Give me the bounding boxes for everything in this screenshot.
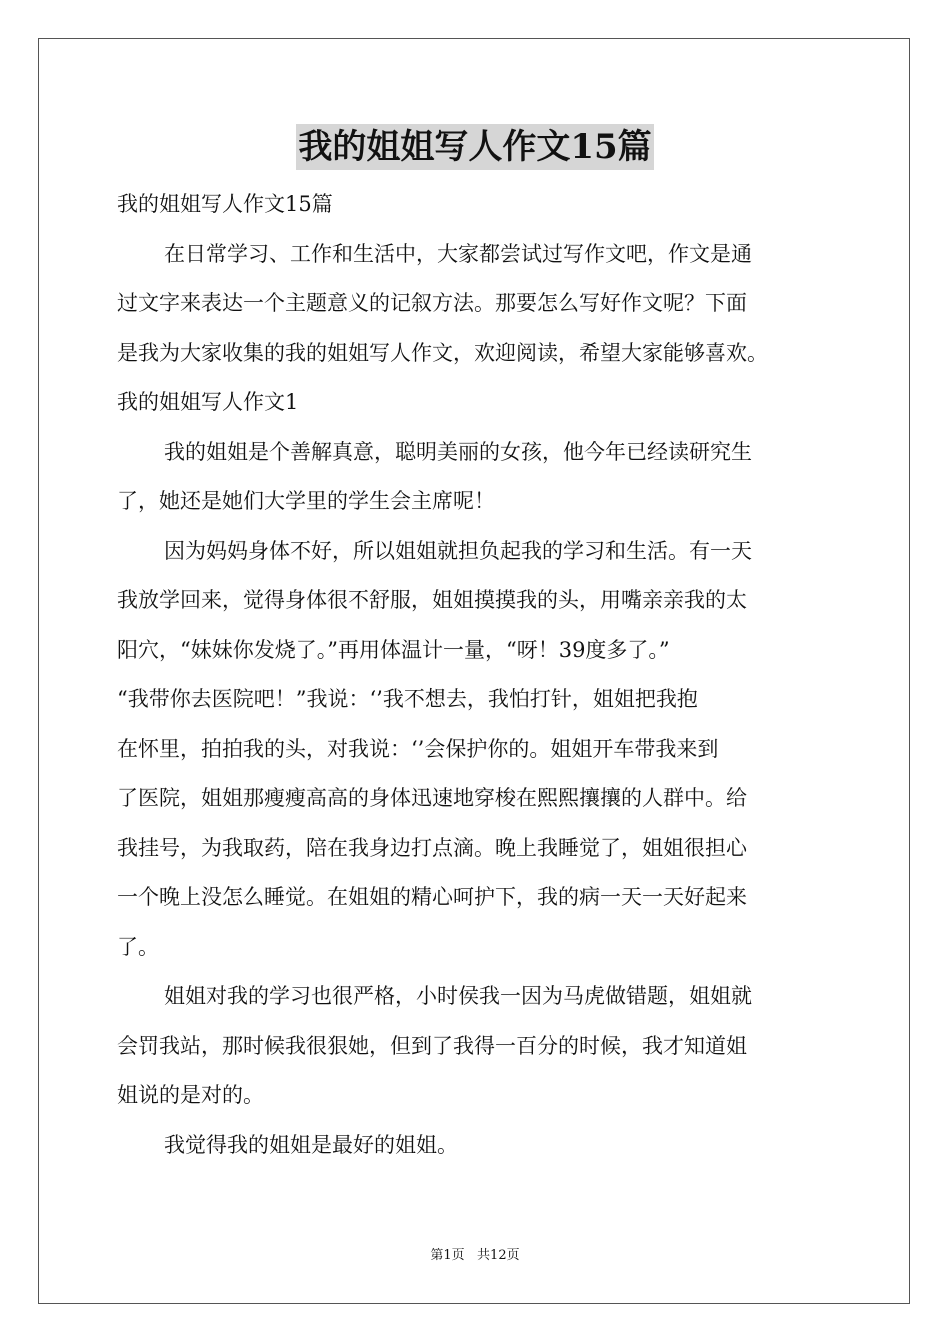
page-footer: 第1页 共12页 bbox=[430, 1248, 520, 1263]
text-line: 姐姐对我的学习也很严格，小时侯我一因为马虎做错题，姐姐就 bbox=[164, 984, 752, 1008]
text-line: 一个晚上没怎么睡觉。在姐姐的精心呵护下，我的病一天一天好起来 bbox=[117, 885, 747, 909]
text-line: “我带你去医院吧！”我说：‘’我不想去，我怕打针，姐姐把我抱 bbox=[117, 687, 698, 711]
text-line: 会罚我站，那时候我很狠她，但到了我得一百分的时候，我才知道姐 bbox=[117, 1033, 747, 1058]
document-body bbox=[117, 180, 837, 1170]
text-line: 了。 bbox=[117, 934, 159, 959]
text-line: 我放学回来，觉得身体很不舒服，姐姐摸摸我的头，用嘴亲亲我的太 bbox=[117, 588, 747, 612]
title-container bbox=[0, 124, 950, 170]
text-line: 过文字来表达一个主题意义的记叙方法。那要怎么写好作文呢？下面 bbox=[117, 291, 747, 315]
text-line: 阳穴，“妹妹你发烧了。”再用体温计一量，“呀！39度多了。” bbox=[117, 637, 670, 662]
text-line: 我挂号，为我取药，陪在我身边打点滴。晚上我睡觉了，姐姐很担心 bbox=[117, 835, 747, 860]
text-line: 在怀里，拍拍我的头，对我说：‘’会保护你的。姐姐开车带我来到 bbox=[117, 736, 719, 761]
text-line: 因为妈妈身体不好，所以姐姐就担负起我的学习和生活。有一天 bbox=[164, 538, 752, 563]
document-title: 我的姐姐写人作文15篇 bbox=[296, 124, 653, 170]
text-line: 我的姐姐写人作文15篇 bbox=[117, 192, 333, 216]
text-line: 了，她还是她们大学里的学生会主席呢！ bbox=[117, 489, 495, 513]
text-line: 我觉得我的姐姐是最好的姐姐。 bbox=[164, 1132, 458, 1157]
text-line: 我的姐姐是个善解真意，聪明美丽的女孩，他今年已经读研究生 bbox=[164, 439, 752, 464]
text-line: 了医院，姐姐那瘦瘦高高的身体迅速地穿梭在熙熙攘攘的人群中。给 bbox=[117, 786, 747, 810]
text-line: 是我为大家收集的我的姐姐写人作文，欢迎阅读，希望大家能够喜欢。 bbox=[117, 340, 768, 365]
text-line: 在日常学习、工作和生活中，大家都尝试过写作文吧，作文是通 bbox=[164, 241, 752, 266]
text-line: 姐说的是对的。 bbox=[117, 1083, 264, 1107]
text-line: 我的姐姐写人作文1 bbox=[117, 390, 299, 414]
